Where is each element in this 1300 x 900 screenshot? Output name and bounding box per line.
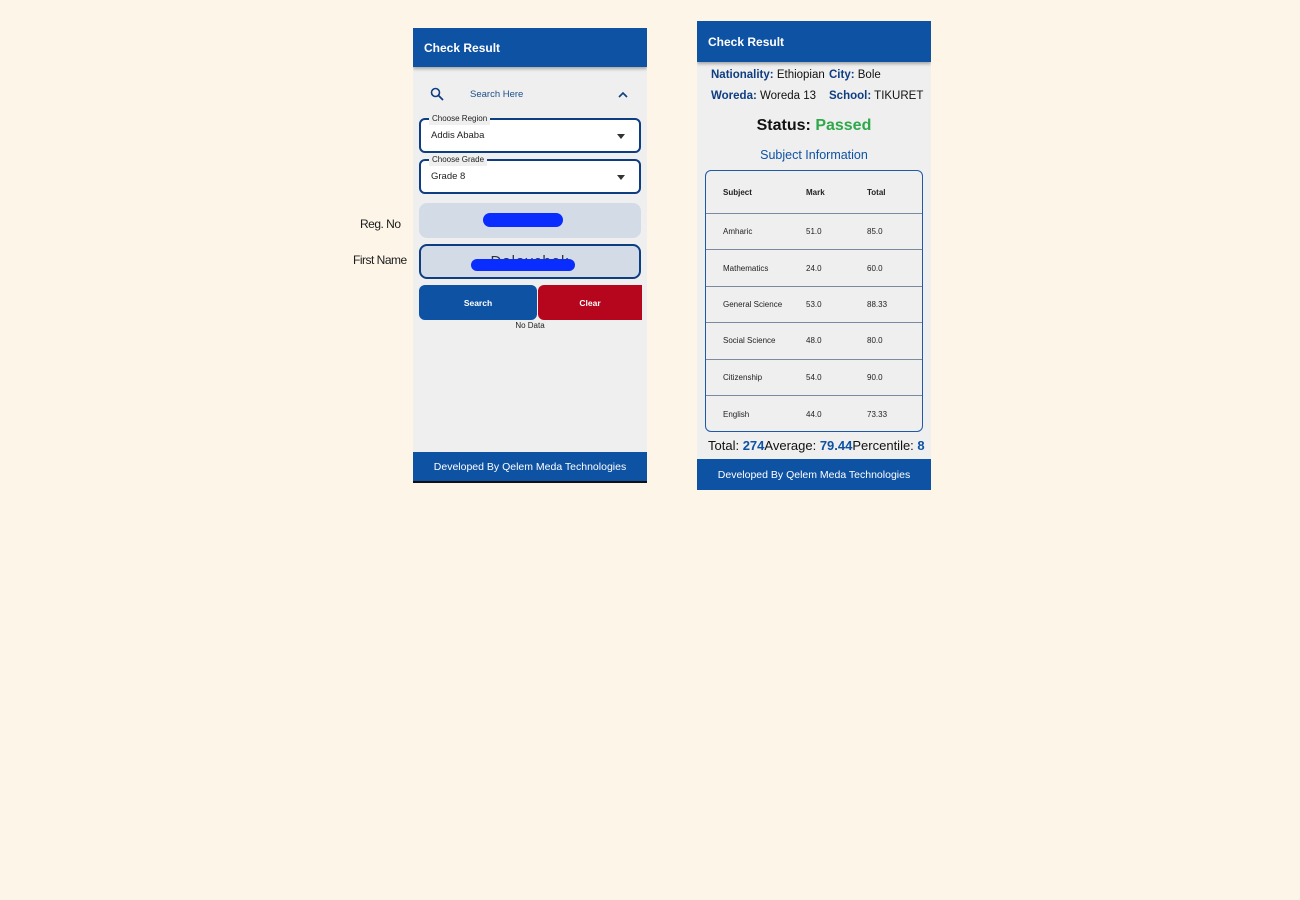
cell-subject: Citizenship: [723, 372, 763, 382]
table-row: [706, 360, 922, 396]
chevron-up-icon[interactable]: [617, 88, 629, 100]
cell-mark: 54.0: [806, 372, 822, 382]
header-total: Total: [867, 187, 886, 197]
region-legend: Choose Region: [429, 113, 490, 125]
city-field: [829, 69, 881, 81]
subject-table: [705, 170, 923, 432]
grade-value[interactable]: Grade 8: [431, 171, 466, 182]
totals-line: [708, 438, 925, 453]
redaction-mark: [471, 259, 575, 271]
search-bar[interactable]: [430, 84, 629, 104]
search-button[interactable]: Search: [419, 285, 537, 320]
nationality-value: Ethiopian: [776, 69, 825, 81]
clear-button[interactable]: Clear: [538, 285, 642, 320]
grade-select[interactable]: [419, 155, 641, 194]
caret-down-icon[interactable]: [617, 134, 625, 139]
woreda-field: [711, 90, 829, 102]
footer-text: Developed By Qelem Meda Technologies: [717, 468, 911, 481]
cell-subject: English: [723, 409, 750, 419]
footer: [413, 452, 647, 483]
search-placeholder[interactable]: Search Here: [470, 88, 524, 100]
cell-subject: General Science: [723, 299, 783, 309]
school-field: [829, 90, 923, 102]
status-badge: Passed: [815, 117, 872, 134]
average-value: 79.44: [819, 438, 853, 453]
percentile-value: 8: [917, 438, 925, 453]
search-screen: [413, 28, 647, 483]
table-row: [706, 396, 922, 432]
reg-no-label: Reg. No: [360, 217, 401, 231]
first-name-input[interactable]: [419, 244, 641, 279]
nationality-field: [711, 69, 829, 81]
status-key: Status:: [756, 117, 811, 134]
total-value: 274: [742, 438, 765, 453]
table-row: [706, 250, 922, 286]
school-value: TIKURET: [874, 90, 924, 102]
woreda-key: Woreda:: [711, 90, 757, 102]
table-row: [706, 214, 922, 250]
grade-legend: Choose Grade: [429, 154, 487, 166]
region-select[interactable]: [419, 114, 641, 153]
nationality-key: Nationality:: [711, 69, 774, 81]
cell-mark: 53.0: [806, 299, 822, 309]
cell-mark: 48.0: [806, 336, 822, 346]
city-key: City:: [829, 69, 855, 81]
subject-info-title: Subject Information: [760, 148, 868, 162]
app-bar: [413, 28, 647, 67]
result-screen: [697, 21, 931, 490]
school-key: School:: [829, 90, 872, 102]
page-title: Check Result: [424, 40, 501, 55]
table-header: [706, 171, 922, 214]
cell-total: 88.33: [867, 299, 888, 309]
cell-total: 90.0: [867, 372, 883, 382]
cell-mark: 44.0: [806, 409, 822, 419]
table-row: [706, 287, 922, 323]
cell-subject: Social Science: [723, 336, 776, 346]
no-data-text: No Data: [515, 321, 545, 330]
status-line: [697, 117, 931, 135]
region-value[interactable]: Addis Ababa: [431, 130, 485, 141]
header-mark: Mark: [806, 187, 825, 197]
app-bar: [697, 21, 931, 62]
header-subject: Subject: [723, 187, 752, 197]
average-key: Average:: [764, 438, 817, 453]
cell-mark: 24.0: [806, 263, 822, 273]
cell-subject: Amharic: [723, 227, 753, 237]
footer-text: Developed By Qelem Meda Technologies: [433, 460, 627, 473]
reg-no-input[interactable]: [419, 203, 641, 238]
cell-total: 80.0: [867, 336, 883, 346]
page-title: Check Result: [708, 34, 785, 49]
total-key: Total:: [708, 438, 740, 453]
caret-down-icon[interactable]: [617, 175, 625, 180]
cell-total: 85.0: [867, 227, 883, 237]
cell-total: 73.33: [867, 409, 888, 419]
woreda-value: Woreda 13: [760, 90, 817, 102]
redaction-mark: [483, 213, 563, 227]
cell-total: 60.0: [867, 263, 883, 273]
footer: [697, 459, 931, 490]
info-row-1: [711, 69, 881, 81]
first-name-label: First Name: [353, 253, 407, 267]
cell-subject: Mathematics: [723, 263, 769, 273]
search-icon[interactable]: [430, 87, 444, 101]
cell-mark: 51.0: [806, 227, 822, 237]
table-row: [706, 323, 922, 359]
city-value: Bole: [857, 69, 881, 81]
percentile-key: Percentile:: [852, 438, 914, 453]
info-row-2: [711, 90, 923, 102]
